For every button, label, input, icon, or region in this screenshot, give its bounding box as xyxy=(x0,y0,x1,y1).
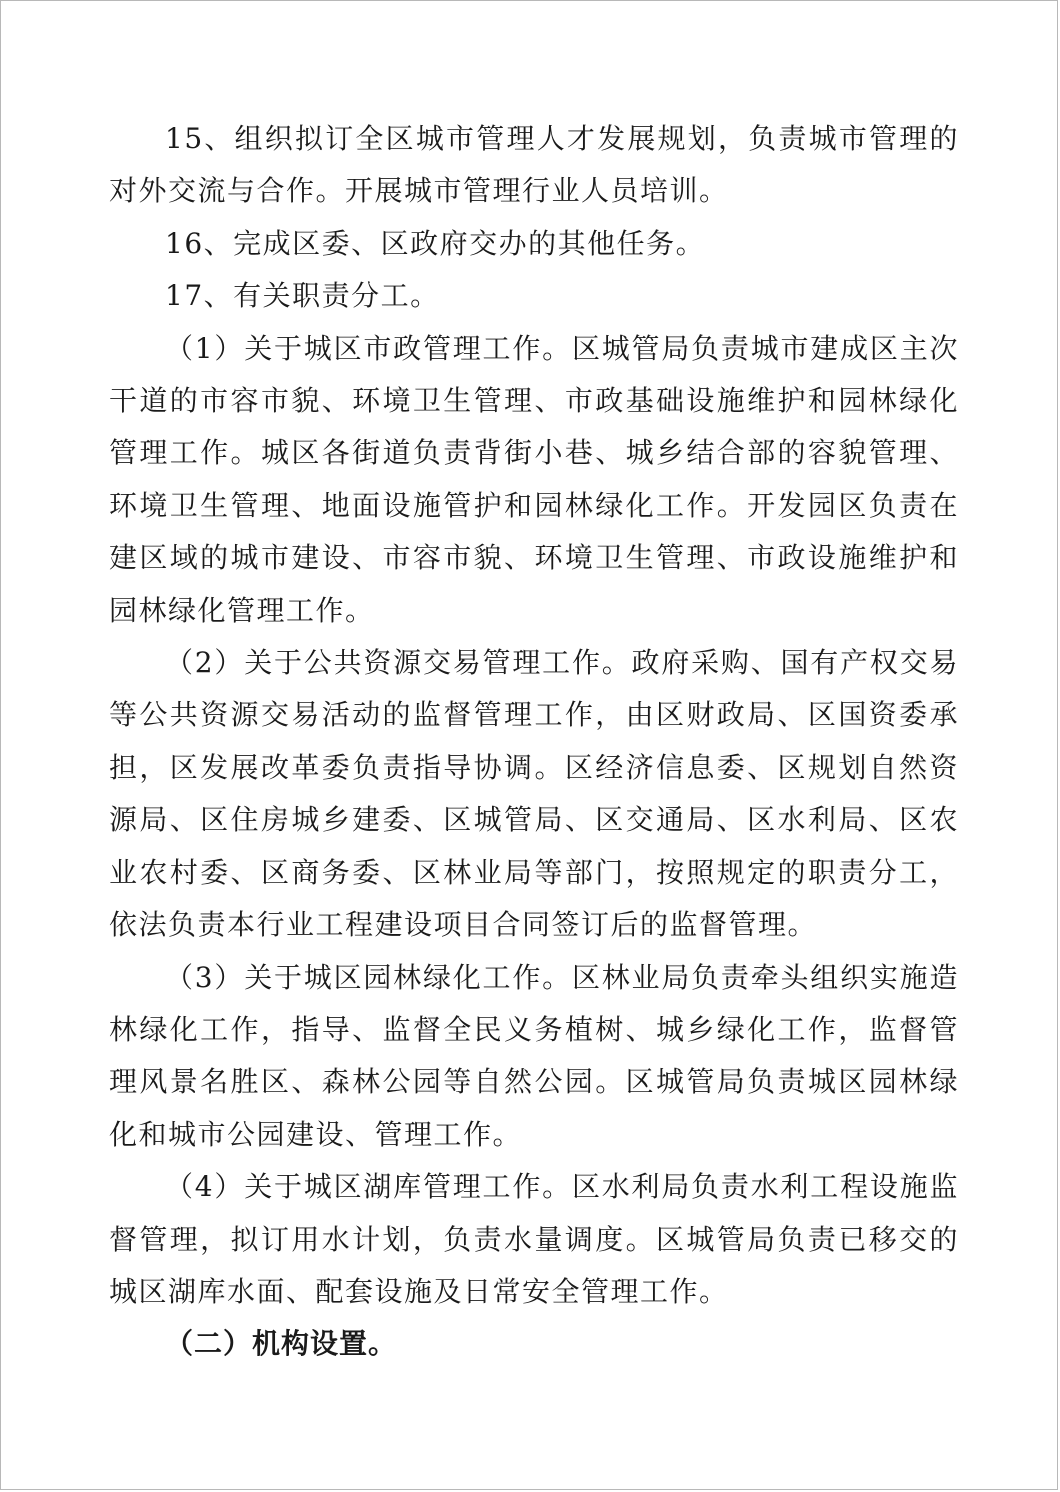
paragraph-landscaping: （3）关于城区园林绿化工作。区林业局负责牵头组织实施造林绿化工作，指导、监督全民义务植树、城乡绿化工作，监督管理风景名胜区、森林公园等自然公园。区城管局负责城区园林绿化和城市公园建设、管理工作。 xyxy=(109,960,959,1151)
document-body xyxy=(109,113,959,1371)
paragraph-item-17: 17、有关职责分工。 xyxy=(165,279,440,313)
paragraph-public-resource-trading: （2）关于公共资源交易管理工作。政府采购、国有产权交易等公共资源交易活动的监督管理工作，由区财政局、区国资委承担，区发展改革委负责指导协调。区经济信息委、区规划自然资源局、区住房城乡建委、区城管局、区交通局、区水利局、区农业农村委、区商务委、区林业局等部门，按照规定的职责分工，依法负责本行业工程建设项目合同签订后的监督管理。 xyxy=(109,646,959,942)
paragraph-item-15: 15、组织拟订全区城市管理人才发展规划，负责城市管理的对外交流与合作。开展城市管理行业人员培训。 xyxy=(109,122,959,208)
paragraph-lake-reservoir: （4）关于城区湖库管理工作。区水利局负责水利工程设施监督管理，拟订用水计划，负责水量调度。区城管局负责已移交的城区湖库水面、配套设施及日常安全管理工作。 xyxy=(109,1170,959,1308)
paragraph-item-16: 16、完成区委、区政府交办的其他任务。 xyxy=(165,226,706,260)
section-heading: （二）机构设置。 xyxy=(165,1327,398,1361)
paragraph-municipal-management: （1）关于城区市政管理工作。区城管局负责城市建成区主次干道的市容市貌、环境卫生管理、市政基础设施维护和园林绿化管理工作。城区各街道负责背街小巷、城乡结合部的容貌管理、环境卫生管理、地面设施管护和园林绿化工作。开发园区负责在建区域的城市建设、市容市貌、环境卫生管理、市政设施维护和园林绿化管理工作。 xyxy=(109,331,959,627)
